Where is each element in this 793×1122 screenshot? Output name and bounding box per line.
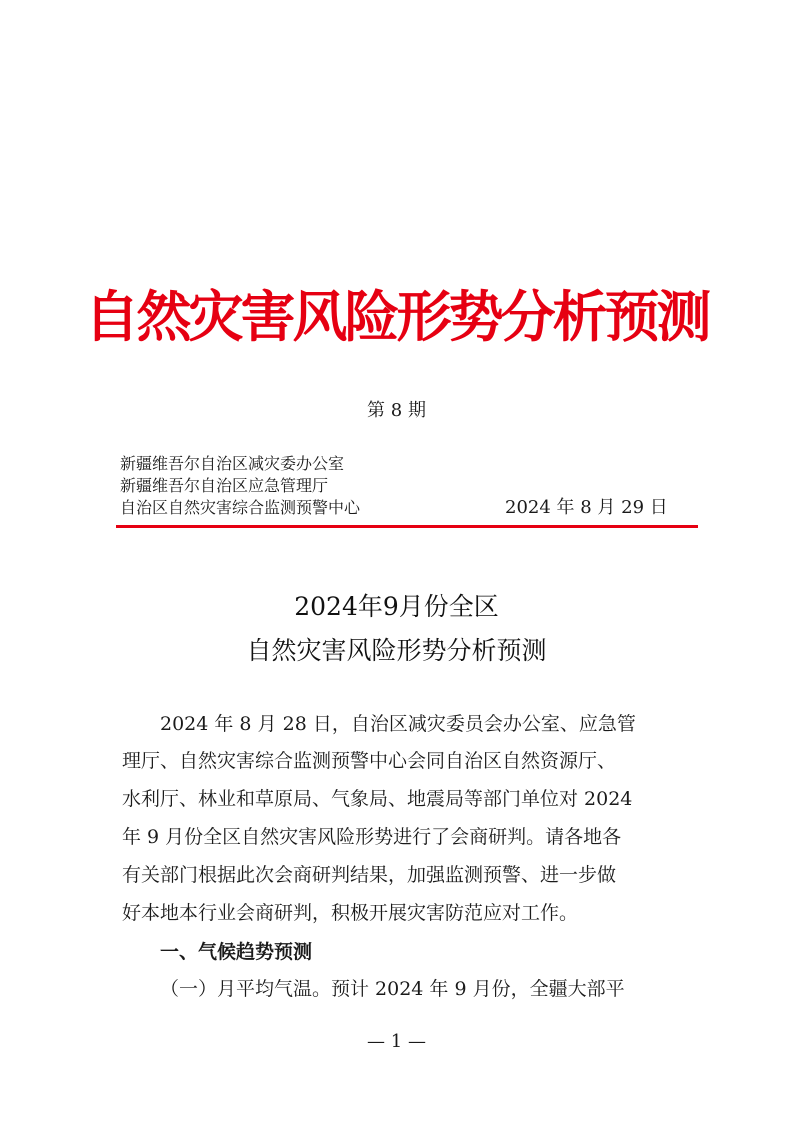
issue-date: 2024 年 8 月 29 日 (505, 497, 668, 518)
paragraph-line: （一）月平均气温。预计 2024 年 9 月份，全疆大部平 (160, 978, 625, 1000)
issuer-line: 自治区自然灾害综合监测预警中心 (120, 498, 361, 517)
issuer-line: 新疆维吾尔自治区减灾委办公室 (120, 454, 345, 473)
issuer-line: 新疆维吾尔自治区应急管理厅 (120, 476, 329, 495)
page-number: — 1 — (367, 1031, 426, 1052)
paragraph-line: 水利厅、林业和草原局、气象局、地震局等部门单位对 2024 (122, 788, 633, 810)
paragraph-line: 2024 年 8 月 28 日，自治区减灾委员会办公室、应急管 (160, 713, 636, 735)
section-heading: 一、气候趋势预测 (160, 941, 313, 963)
paragraph-line: 有关部门根据此次会商研判结果，加强监测预警、进一步做 (122, 864, 617, 886)
issue-number: 第 8 期 (367, 400, 426, 421)
masthead-title: 自然灾害风险形势分析预测 (84, 285, 709, 349)
paragraph-line: 理厅、自然灾害综合监测预警中心会同自治区自然资源厅、 (122, 750, 617, 772)
red-divider (116, 525, 698, 528)
paragraph-line: 年 9 月份全区自然灾害风险形势进行了会商研判。请各地各 (122, 826, 622, 848)
paragraph-line: 好本地本行业会商研判，积极开展灾害防范应对工作。 (122, 902, 579, 924)
document-title-line: 2024年9月份全区 (294, 592, 499, 621)
document-title-line: 自然灾害风险形势分析预测 (246, 636, 547, 665)
